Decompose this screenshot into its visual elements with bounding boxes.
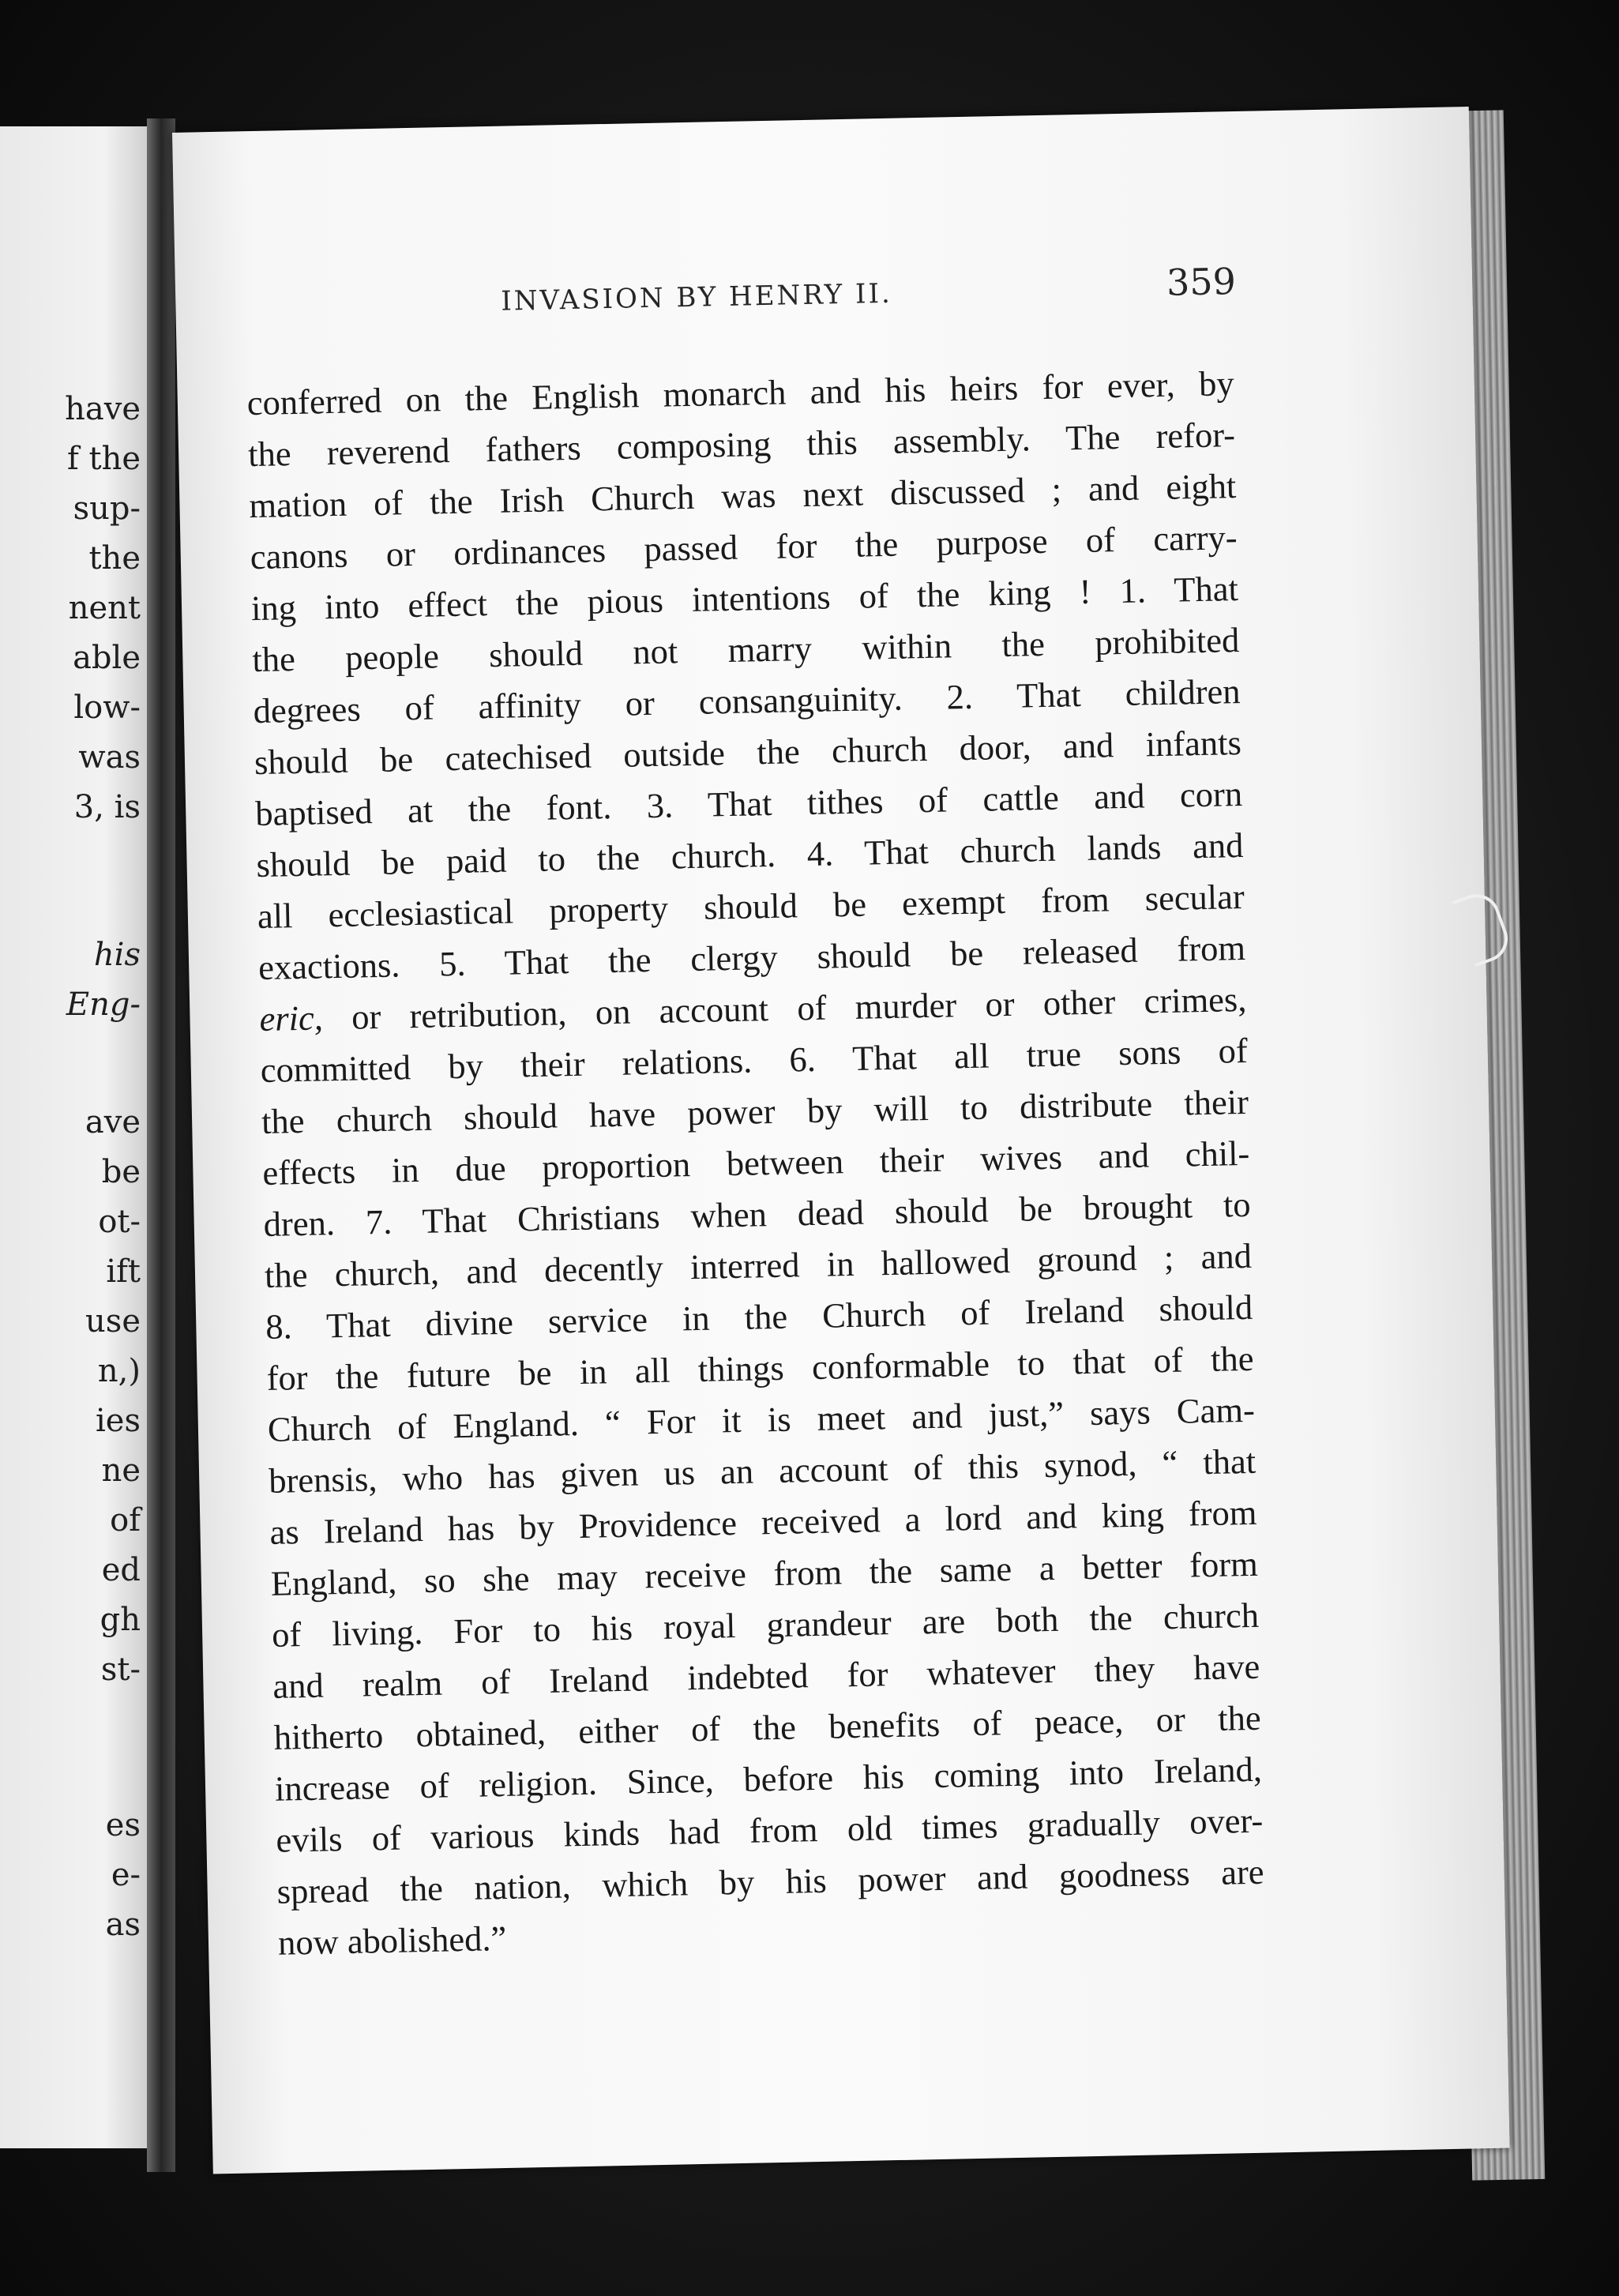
- text-line: England, so she may receive from the same a better form: [270, 1543, 1259, 1603]
- text-line: effects in due proportion between their wives and chil-: [261, 1133, 1250, 1193]
- left-page-fragment: his: [93, 937, 141, 973]
- text-line: committed by their relations. 6. That all true sons of: [260, 1030, 1249, 1090]
- text-line: the church should have power by will to distribute their: [261, 1081, 1249, 1141]
- left-page-fragment: 3, is: [73, 789, 141, 825]
- text-line: the church, and decently interred in hallowed ground ; and: [264, 1235, 1253, 1295]
- text-line: hitherto obtained, either of the benefits of peace, or the: [273, 1697, 1262, 1757]
- left-page-fragment: was: [78, 739, 141, 776]
- left-page-fragment: f the: [66, 441, 141, 477]
- left-page-fragment: as: [105, 1907, 141, 1943]
- left-page-fragment: es: [105, 1807, 141, 1843]
- book-gutter: [147, 118, 175, 2172]
- left-page-fragment: low-: [73, 690, 141, 726]
- left-page-fragment: ave: [85, 1104, 141, 1140]
- text-line: should be catechised outside the church door, and infants: [254, 722, 1242, 783]
- body-text: [246, 358, 1265, 1969]
- text-line: the people should not marry within the prohibited: [251, 620, 1240, 680]
- left-page-fragment: ies: [96, 1403, 141, 1439]
- left-page-fragment: be: [101, 1154, 141, 1190]
- text-line: of living. For to his royal grandeur are both the church: [271, 1595, 1260, 1655]
- left-page-fragment: e-: [111, 1857, 141, 1893]
- left-page-fragment: ed: [101, 1552, 141, 1588]
- text-line: increase of religion. Since, before his coming into Ireland,: [274, 1749, 1263, 1809]
- text-line: canons or ordinances passed for the purpose of carry-: [250, 517, 1238, 577]
- text-line-rest: or retribution, on account of murder or other crimes,: [351, 979, 1247, 1037]
- left-page-fragment: have: [65, 391, 141, 427]
- page-number: 359: [1166, 260, 1237, 304]
- text-line: and realm of Ireland indebted for whatever they have: [272, 1646, 1260, 1706]
- text-line: mation of the Irish Church was next discussed ; and eight: [248, 466, 1237, 526]
- left-page-fragment: sup-: [73, 490, 141, 527]
- left-page-fragment: ne: [101, 1452, 141, 1489]
- left-page-fragment: ot-: [98, 1204, 141, 1240]
- text-line: 8. That divine service in the Church of Ireland should: [265, 1287, 1253, 1347]
- text-line: degrees of affinity or consanguinity. 2. That children: [253, 671, 1241, 731]
- text-line: as Ireland has by Providence received a lord and king from: [269, 1492, 1257, 1552]
- left-page-fragment: of: [110, 1502, 141, 1539]
- left-facing-page: [0, 126, 148, 2148]
- text-line: should be paid to the church. 4. That church lands and: [256, 825, 1244, 885]
- left-page-fragment: Eng-: [66, 986, 141, 1023]
- left-page-fragment: able: [73, 640, 141, 676]
- text-line: brensis, who has given us an account of this synod, “ that: [268, 1441, 1257, 1501]
- italic-term: eric,: [259, 998, 324, 1039]
- left-page-fragment: the: [88, 540, 141, 577]
- left-page-fragment: nent: [68, 590, 141, 626]
- left-page-fragment: ift: [106, 1253, 141, 1290]
- text-line: exactions. 5. That the clergy should be released from: [257, 927, 1246, 988]
- text-line: ing into effect the pious intentions of the king ! 1. That: [250, 569, 1239, 629]
- right-page: [172, 107, 1510, 2174]
- text-line: Church of England. “ For it is meet and just,” says Cam-: [267, 1389, 1256, 1449]
- text-line: evils of various kinds had from old times gradually over-: [275, 1800, 1264, 1860]
- text-line: conferred on the English monarch and his heirs for ever, by: [246, 363, 1235, 423]
- text-line: dren. 7. That Christians when dead should be brought to: [263, 1184, 1252, 1244]
- left-page-fragment: st-: [100, 1652, 141, 1688]
- left-page-fragment: gh: [100, 1602, 141, 1638]
- text-line: baptised at the font. 3. That tithes of cattle and corn: [254, 773, 1243, 834]
- text-line: all ecclesiastical property should be exempt from secular: [257, 876, 1245, 937]
- text-line: now abolished.”: [277, 1918, 507, 1963]
- running-head: [175, 260, 1473, 340]
- running-title: INVASION BY HENRY II.: [500, 277, 893, 318]
- left-page-fragment: use: [85, 1303, 141, 1340]
- text-line: the reverend fathers composing this assembly. The refor-: [247, 415, 1236, 475]
- text-line: spread the nation, which by his power and goodness are: [276, 1851, 1264, 1911]
- text-line: for the future be in all things conformable to that of the: [266, 1338, 1254, 1398]
- left-page-fragment: n,): [97, 1353, 141, 1389]
